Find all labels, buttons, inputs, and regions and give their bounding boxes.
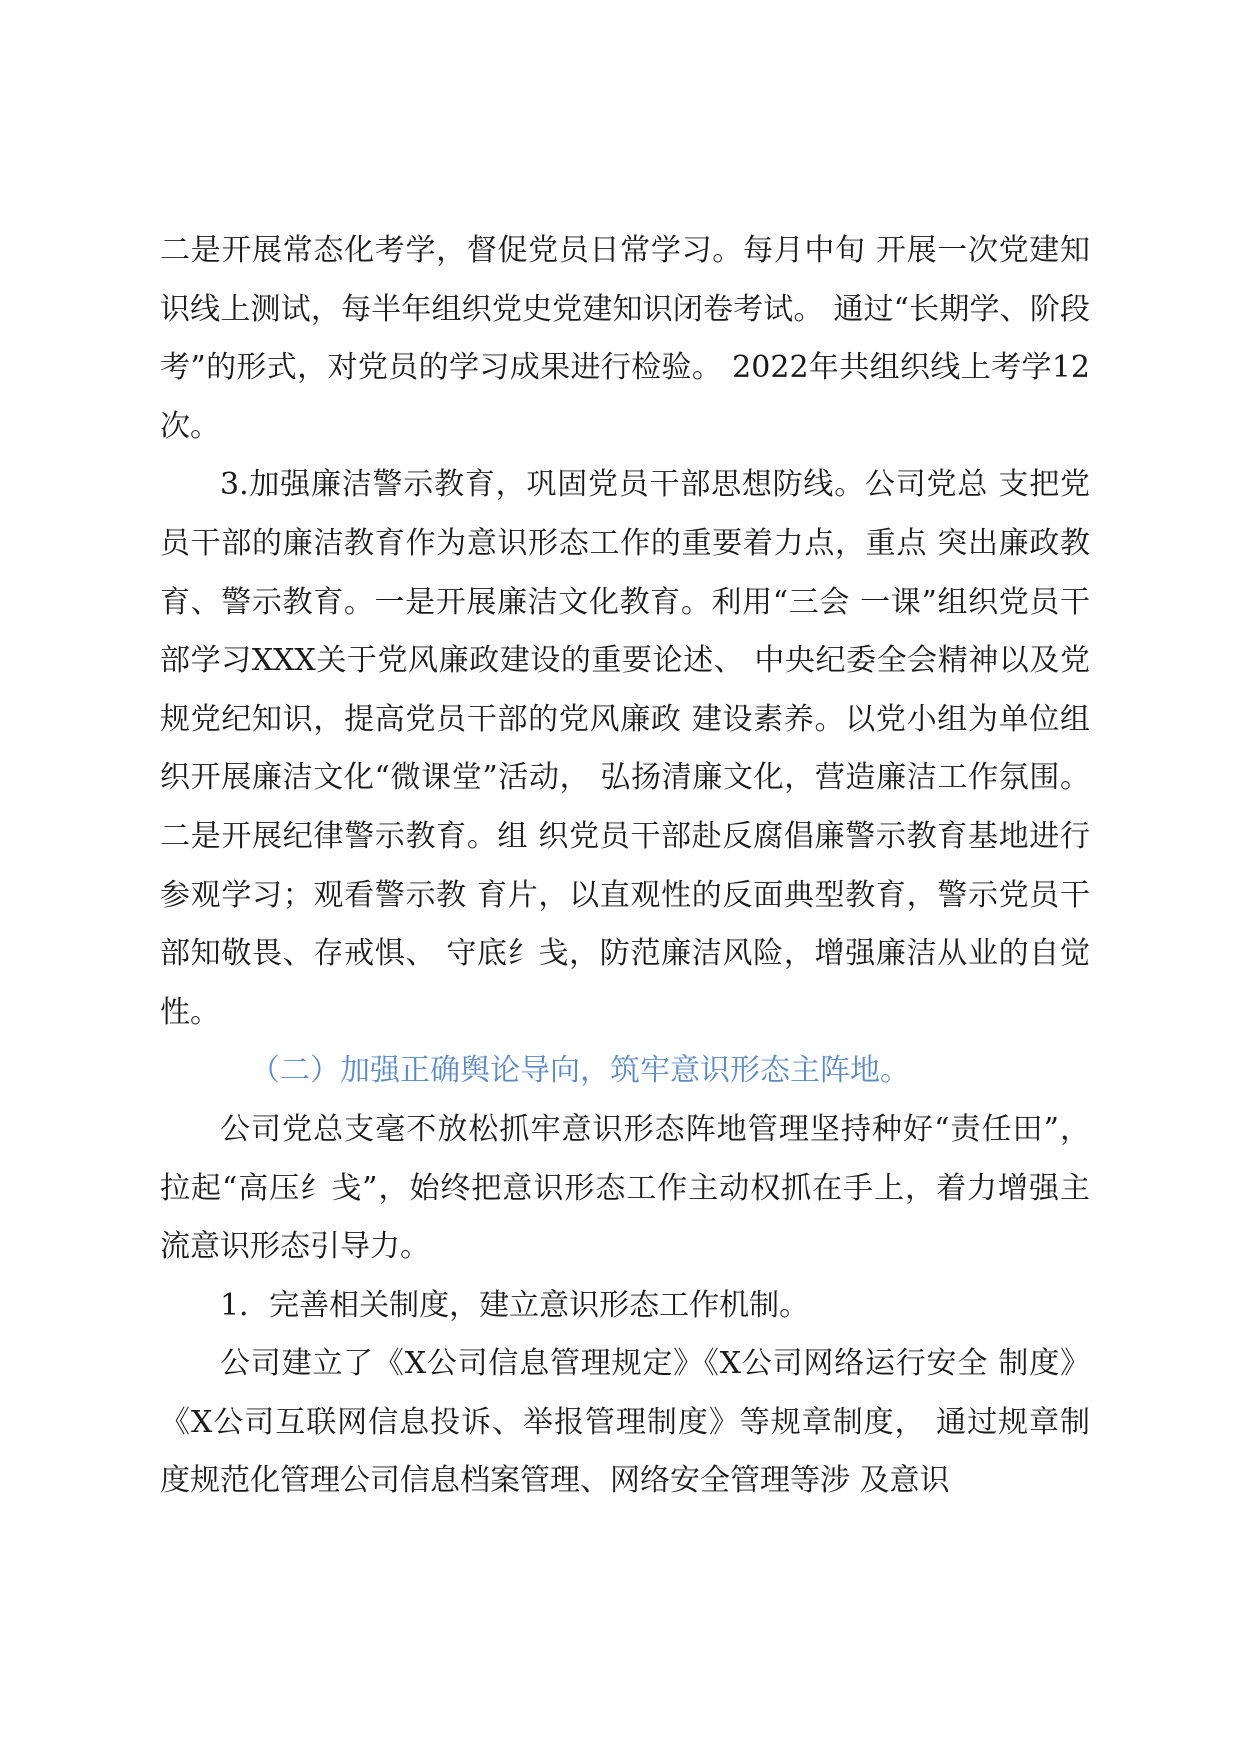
paragraph-ideology-management: 公司党总支毫不放松抓牢意识形态阵地管理坚持种好“责任田”，拉起“高压纟戋”，始终把意识形态工作主动权抓在手上，着力增强主流意识形态引导力。 <box>160 1111 1090 1265</box>
document-body <box>160 222 1090 1511</box>
paragraph-improve-system: 1．完善相关制度，建立意识形态工作机制。 <box>220 1287 810 1323</box>
paragraph-integrity-education: 3.加强廉洁警示教育，巩固党员干部思想防线。公司党总 支把党员干部的廉洁教育作为意识形态工作的重要着力点，重点 突出廉政教育、警示教育。一是开展廉洁文化教育。利用“三会 一课”组织党员干部学习XXX关于党风廉政建设的重要论述、 中央纪委全会精神以及党规党纪知识，提高党员干部的党风廉政 建设素养。以党小组为单位组织开展廉洁文化“微课堂”活动， 弘扬清廉文化，营造廉洁工作氛围。二是开展纪律警示教育。组 织党员干部赴反腐倡廉警示教育基地进行参观学习；观看警示教 育片，以直观性的反面典型教育，警示党员干部知敬畏、存戒惧、 守底纟戋，防范廉洁风险，增强廉洁从业的自觉性。 <box>160 467 1090 1030</box>
paragraph-exam-study: 二是开展常态化考学，督促党员日常学习。每月中旬 开展一次党建知识线上测试，每半年组织党史党建知识闭卷考试。 通过“长期学、阶段考”的形式，对党员的学习成果进行检验。 2022年共组织线上考学12次。 <box>160 233 1090 444</box>
paragraph-regulations: 公司建立了《X公司信息管理规定》《X公司网络运行安全 制度》《X公司互联网信息投诉、举报管理制度》等规章制度， 通过规章制度规范化管理公司信息档案管理、网络安全管理等涉 及意识 <box>160 1346 1090 1499</box>
section-heading-public-opinion: （二）加强正确舆论导向，筑牢意识形态主阵地。 <box>250 1053 910 1089</box>
